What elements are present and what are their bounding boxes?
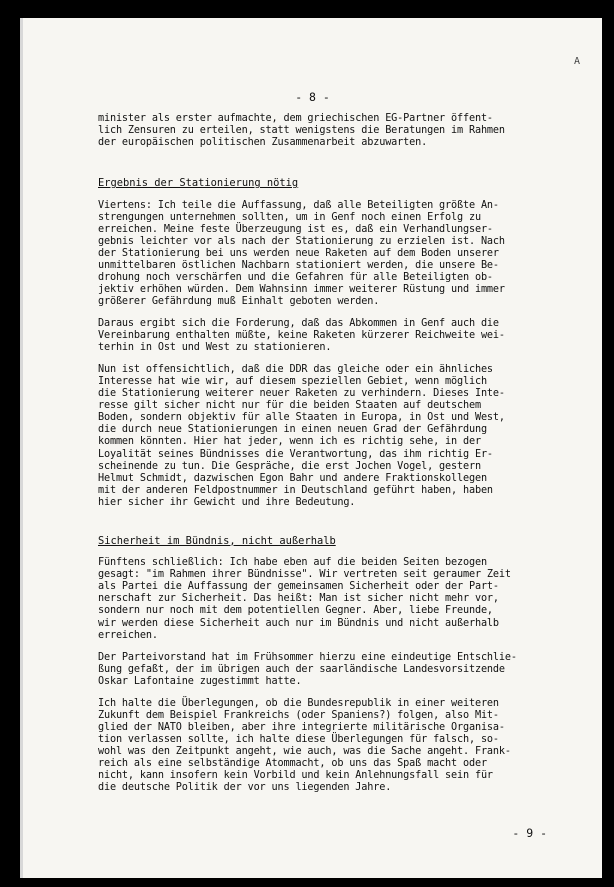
text-line: mit der anderen Feldpostnummer in Deutschland geführt haben, haben bbox=[98, 484, 493, 496]
text-line: Interesse hat wie wir, auf diesem speziellen Gebiet, wenn möglich bbox=[98, 376, 487, 388]
text-line: tion verlassen sollte, ich halte diese Überlegungen für falsch, so- bbox=[98, 733, 499, 745]
text-line: wohl was den Zeitpunkt angeht, wie auch, was die Sache angeht. Frank- bbox=[98, 745, 511, 757]
text-line: erreichen. bbox=[98, 629, 158, 641]
paragraph-viertens bbox=[98, 200, 568, 308]
text-line: lich Zensuren zu erteilen, statt wenigstens die Beratungen im Rahmen bbox=[98, 125, 505, 137]
corner-mark: A bbox=[573, 56, 580, 67]
text-line: ßung gefaßt, der im übrigen auch der saarländische Landesvorsitzende bbox=[98, 663, 505, 675]
text-line: resse gilt sicher nicht nur für die beiden Staaten auf deutschem bbox=[98, 400, 481, 412]
paragraph-ueberlegungen bbox=[98, 698, 568, 794]
text-line: gesagt: "im Rahmen ihrer Bündnisse". Wir vertreten seit geraumer Zeit bbox=[98, 569, 511, 581]
text-line: Zukunft dem Beispiel Frankreichs (oder Spaniens?) folgen, also Mit- bbox=[98, 709, 499, 721]
paragraph-ddr bbox=[98, 364, 568, 509]
text-line: größerer Gefährdung muß Einhalt geboten werden. bbox=[98, 296, 380, 308]
section-heading-buendnis: Sicherheit im Bündnis, nicht außerhalb bbox=[98, 534, 336, 547]
text-line: hier sicher ihr Gewicht und ihre Bedeutung. bbox=[98, 496, 356, 508]
text-line: Viertens: Ich teile die Auffassung, daß alle Beteiligten größte An- bbox=[98, 199, 499, 211]
text-line: strengungen unternehmen sollten, um in Genf noch einen Erfolg zu bbox=[98, 211, 481, 223]
text-line: als Partei die Auffassung der gemeinsamen Sicherheit oder der Part- bbox=[98, 581, 499, 593]
intro-paragraph bbox=[98, 113, 568, 149]
text-line: Loyalität seines Bündnisses die Verantwortung, das ihm richtig Er- bbox=[98, 448, 493, 460]
next-page-marker: - 9 - bbox=[512, 826, 547, 840]
text-line: Boden, sondern objektiv für alle Staaten in Europa, in Ost und West, bbox=[98, 412, 505, 424]
text-line: Fünftens schließlich: Ich habe eben auf die beiden Seiten bezogen bbox=[98, 557, 487, 569]
page-number: - 8 - bbox=[295, 90, 330, 104]
text-line: der europäischen politischen Zusammenarbeit abzuwarten. bbox=[98, 137, 428, 149]
text-line: Oskar Lafontaine zugestimmt hatte. bbox=[98, 675, 302, 687]
text-line: terhin in Ost und West zu stationieren. bbox=[98, 342, 332, 354]
text-line: nerschaft zur Sicherheit. Das heißt: Man ist sicher nicht mehr vor, bbox=[98, 593, 499, 605]
text-line: die durch neue Stationierungen in einen neuen Grad der Gefährdung bbox=[98, 424, 487, 436]
text-line: scheinende zu tun. Die Gespräche, die erst Jochen Vogel, gestern bbox=[98, 460, 481, 472]
text-line: Vereinbarung enthalten müßte, keine Raketen kürzerer Reichweite wei- bbox=[98, 330, 505, 342]
text-line: gebnis leichter vor als nach der Stationierung zu erzielen ist. Nach bbox=[98, 235, 505, 247]
document-body bbox=[98, 113, 568, 804]
text-line: unmittelbaren östlichen Nachbarn stationiert werden, die unsere Be- bbox=[98, 259, 499, 271]
text-line: Nun ist offensichtlich, daß die DDR das gleiche oder ein ähnliches bbox=[98, 364, 493, 376]
text-line: drohung noch verschärfen und die Gefahren für alle Beteiligten ob- bbox=[98, 271, 493, 283]
text-line: Daraus ergibt sich die Forderung, daß das Abkommen in Genf auch die bbox=[98, 318, 499, 330]
paragraph-fuenftens bbox=[98, 557, 568, 641]
paragraph-forderung bbox=[98, 318, 568, 354]
text-line: nicht, kann insofern kein Vorbild und kein Anlehnungsfall sein für bbox=[98, 770, 493, 782]
text-line: erreichen. Meine feste Überzeugung ist es, daß ein Verhandlungser- bbox=[98, 223, 493, 235]
text-line: sondern nur noch mit dem potentiellen Gegner. Aber, liebe Freunde, bbox=[98, 605, 493, 617]
document-page bbox=[20, 18, 602, 878]
text-line: glied der NATO bleiben, aber ihre integrierte militärische Organisa- bbox=[98, 721, 505, 733]
text-line: wir werden diese Sicherheit auch nur im Bündnis und nicht außerhalb bbox=[98, 617, 499, 629]
text-line: reich als eine selbständige Atommacht, ob uns das Spaß macht oder bbox=[98, 757, 487, 769]
section-heading-stationierung: Ergebnis der Stationierung nötig bbox=[98, 177, 299, 190]
text-line: die deutsche Politik der vor uns liegenden Jahre. bbox=[98, 782, 392, 794]
text-line: minister als erster aufmachte, dem griechischen EG-Partner öffent- bbox=[98, 113, 493, 124]
text-line: Ich halte die Überlegungen, ob die Bundesrepublik in einer weiteren bbox=[98, 697, 499, 709]
text-line: der Stationierung bei uns werden neue Raketen auf dem Boden unserer bbox=[98, 247, 499, 259]
text-line: kommen könnten. Hier hat jeder, wenn ich es richtig sehe, in der bbox=[98, 436, 481, 448]
text-line: Der Parteivorstand hat im Frühsommer hierzu eine eindeutige Entschlie- bbox=[98, 651, 517, 663]
text-line: jektiv erhöhen würden. Dem Wahnsinn immer weiterer Rüstung und immer bbox=[98, 283, 505, 295]
text-line: die Stationierung weiterer neuer Raketen zu verhindern. Dieses Inte- bbox=[98, 388, 505, 400]
text-line: Helmut Schmidt, dazwischen Egon Bahr und andere Fraktionskollegen bbox=[98, 472, 487, 484]
paragraph-parteivorstand bbox=[98, 652, 568, 688]
